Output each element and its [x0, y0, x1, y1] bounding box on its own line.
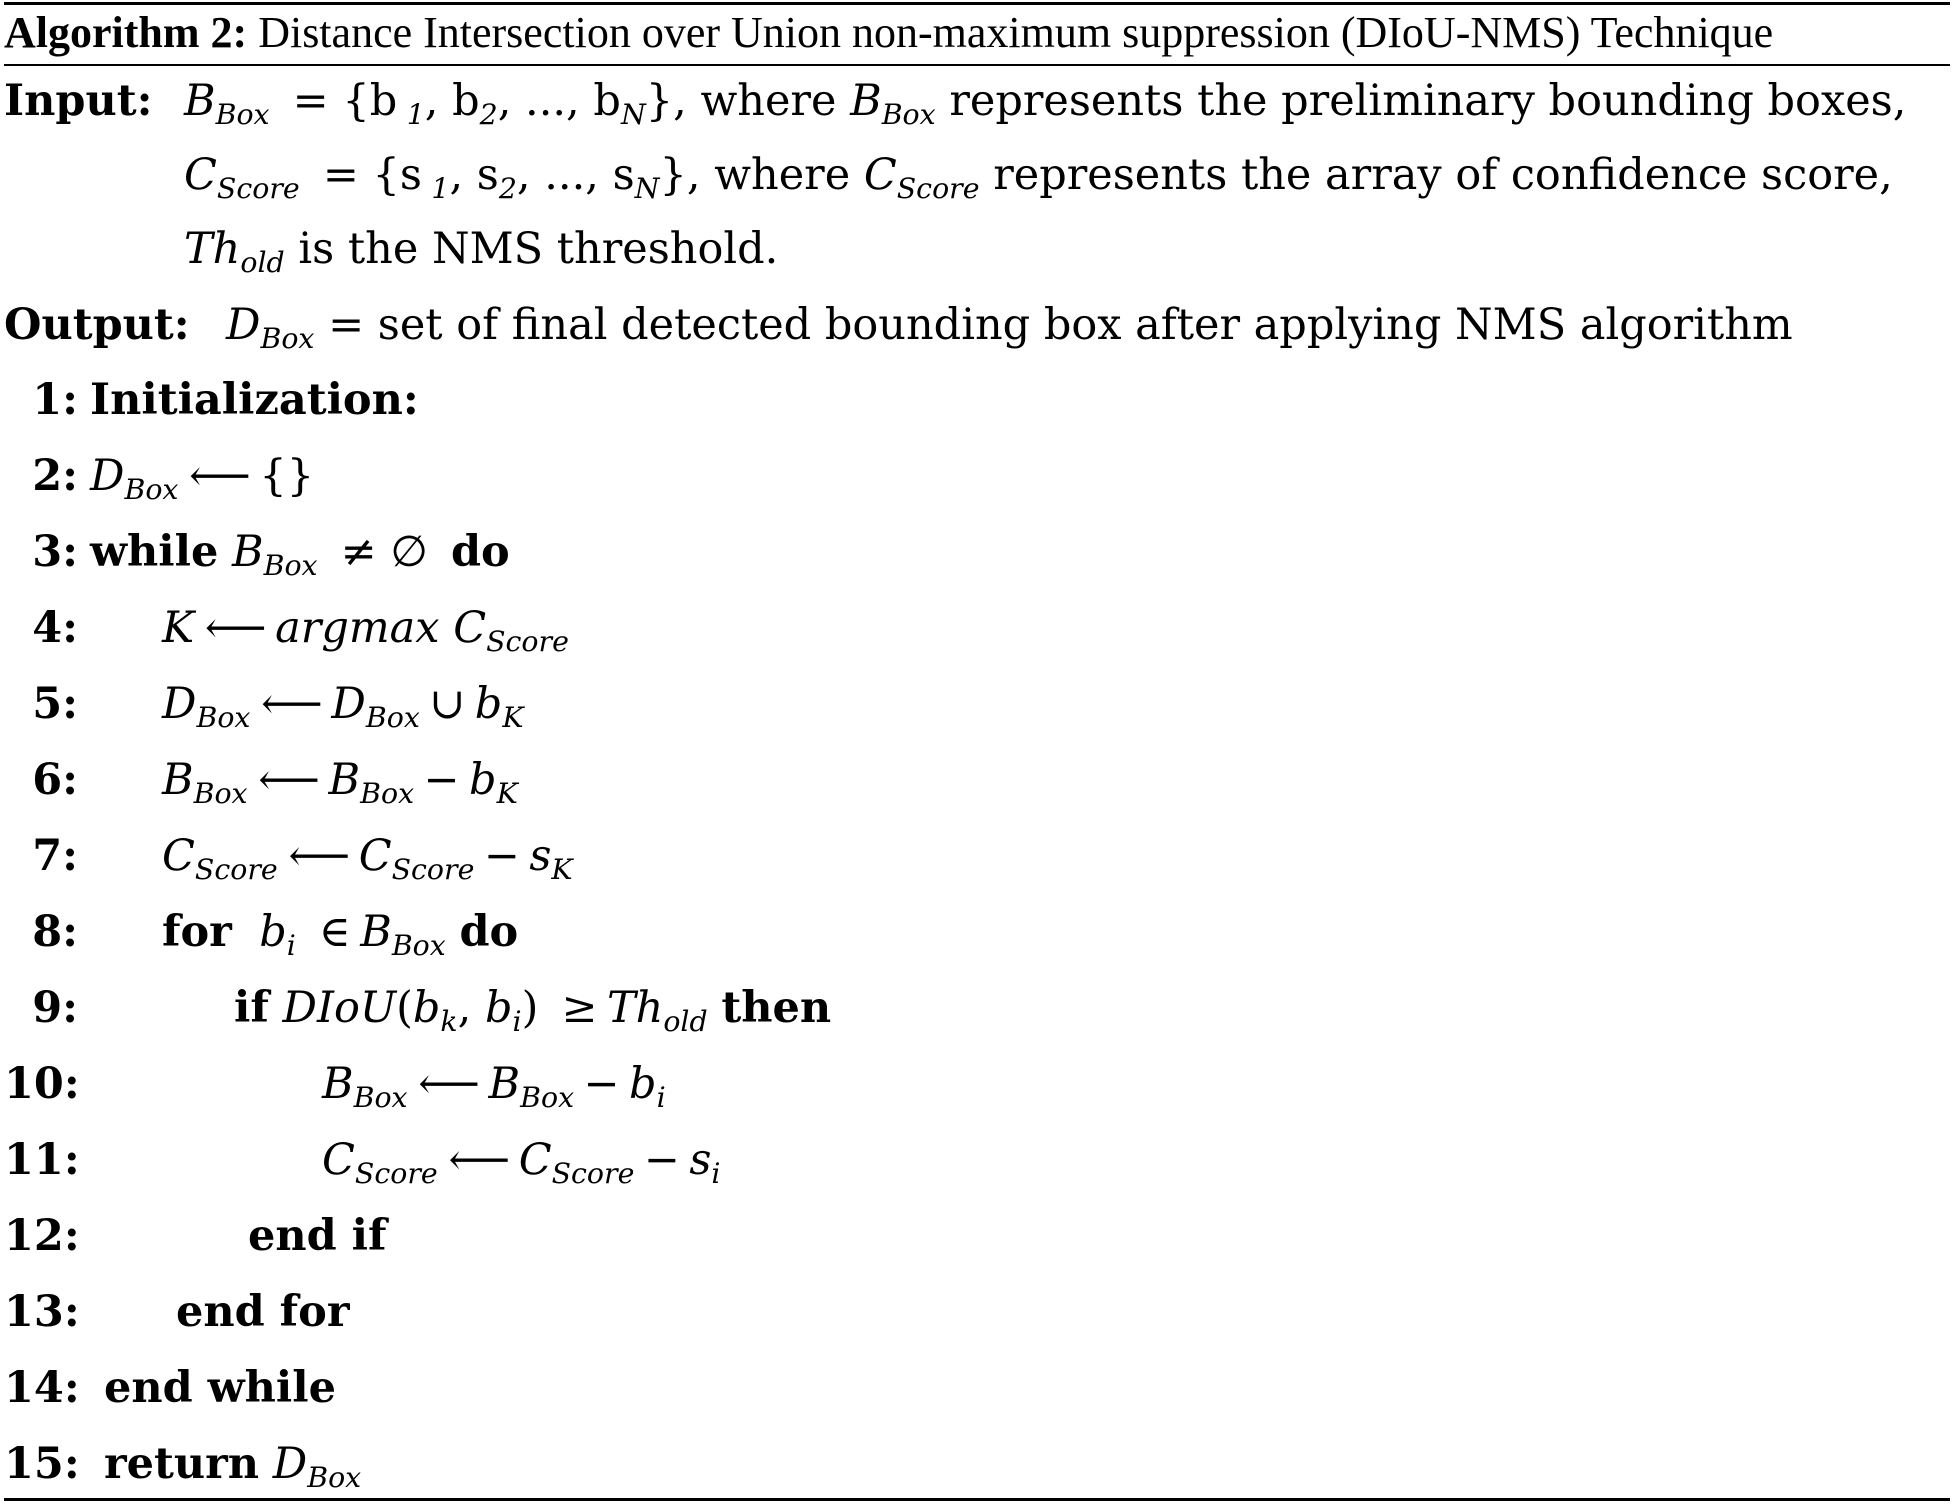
step-number: 9:	[32, 983, 78, 1033]
step-statement: $C_{Score}$ ⟵ $C_{Score} - s_i$	[322, 1135, 721, 1191]
step-statement: $D_{Box}$ ⟵ $D_{Box}$ ∪ $b_K$	[162, 679, 524, 735]
output-definition: $D_{Box}$ = set of final detected bounding box after applying NMS algorithm	[226, 300, 1793, 356]
step-keyword: end if	[248, 1211, 387, 1261]
input-boxes-definition: $B_{Box} = \{b$ $_1$, $b_2$, ..., $b_N$}, where $B_{Box}$ represents the preliminary bounding boxes,	[184, 76, 1907, 132]
input-heading: Input:	[4, 76, 153, 126]
step-statement: return $D_{Box}$	[104, 1439, 362, 1495]
step-statement: while $B_{Box}$ ≠ ∅ do	[90, 527, 510, 583]
step-keyword: end while	[104, 1363, 336, 1413]
step-number: 8:	[32, 907, 78, 957]
step-statement: $B_{Box}$ ⟵ $B_{Box} - b_i$	[322, 1059, 666, 1115]
algorithm-label: Algorithm 2:	[4, 8, 248, 57]
step-statement: K ⟵ argmax $C_{Score}$	[162, 603, 569, 659]
step-number: 11:	[4, 1135, 80, 1185]
step-statement: $C_{Score}$ ⟵ $C_{Score} - s_K$	[162, 831, 573, 887]
step-number: 4:	[32, 603, 78, 653]
step-number: 14:	[4, 1363, 80, 1413]
output-heading: Output:	[4, 300, 190, 350]
step-number: 2:	[32, 451, 78, 501]
step-keyword: end for	[176, 1287, 350, 1337]
algorithm-caption	[4, 4, 1950, 62]
step-number: 7:	[32, 831, 78, 881]
input-threshold-definition: $Th_{old}$ is the NMS threshold.	[184, 224, 779, 280]
step-number: 5:	[32, 679, 78, 729]
step-statement: if $DIoU(b_k$, $b_i) \ge Th_{old}$ then	[234, 983, 832, 1039]
bottom-rule	[4, 1498, 1950, 1501]
step-number: 12:	[4, 1211, 80, 1261]
step-keyword: Initialization:	[90, 375, 419, 425]
step-number: 13:	[4, 1287, 80, 1337]
algorithm-title: Distance Intersection over Union non-maximum suppression (DIoU-NMS) Technique	[258, 8, 1774, 57]
step-number: 10:	[4, 1059, 80, 1109]
step-statement: $B_{Box}$ ⟵ $B_{Box} - b_K$	[162, 755, 518, 811]
step-number: 1:	[32, 375, 78, 425]
algorithm-block	[4, 0, 1950, 1508]
step-number: 6:	[32, 755, 78, 805]
step-number: 15:	[4, 1439, 80, 1489]
step-statement: $D_{Box}$ ⟵ {}	[90, 451, 315, 507]
input-scores-definition: $C_{Score} = \{s$ $_1$, $s_2$, ..., $s_N$}, where $C_{Score}$ represents the array of confidence score,	[184, 150, 1893, 206]
step-statement: for $b_i$ ∈ $B_{Box}$ do	[162, 907, 519, 963]
step-number: 3:	[32, 527, 78, 577]
